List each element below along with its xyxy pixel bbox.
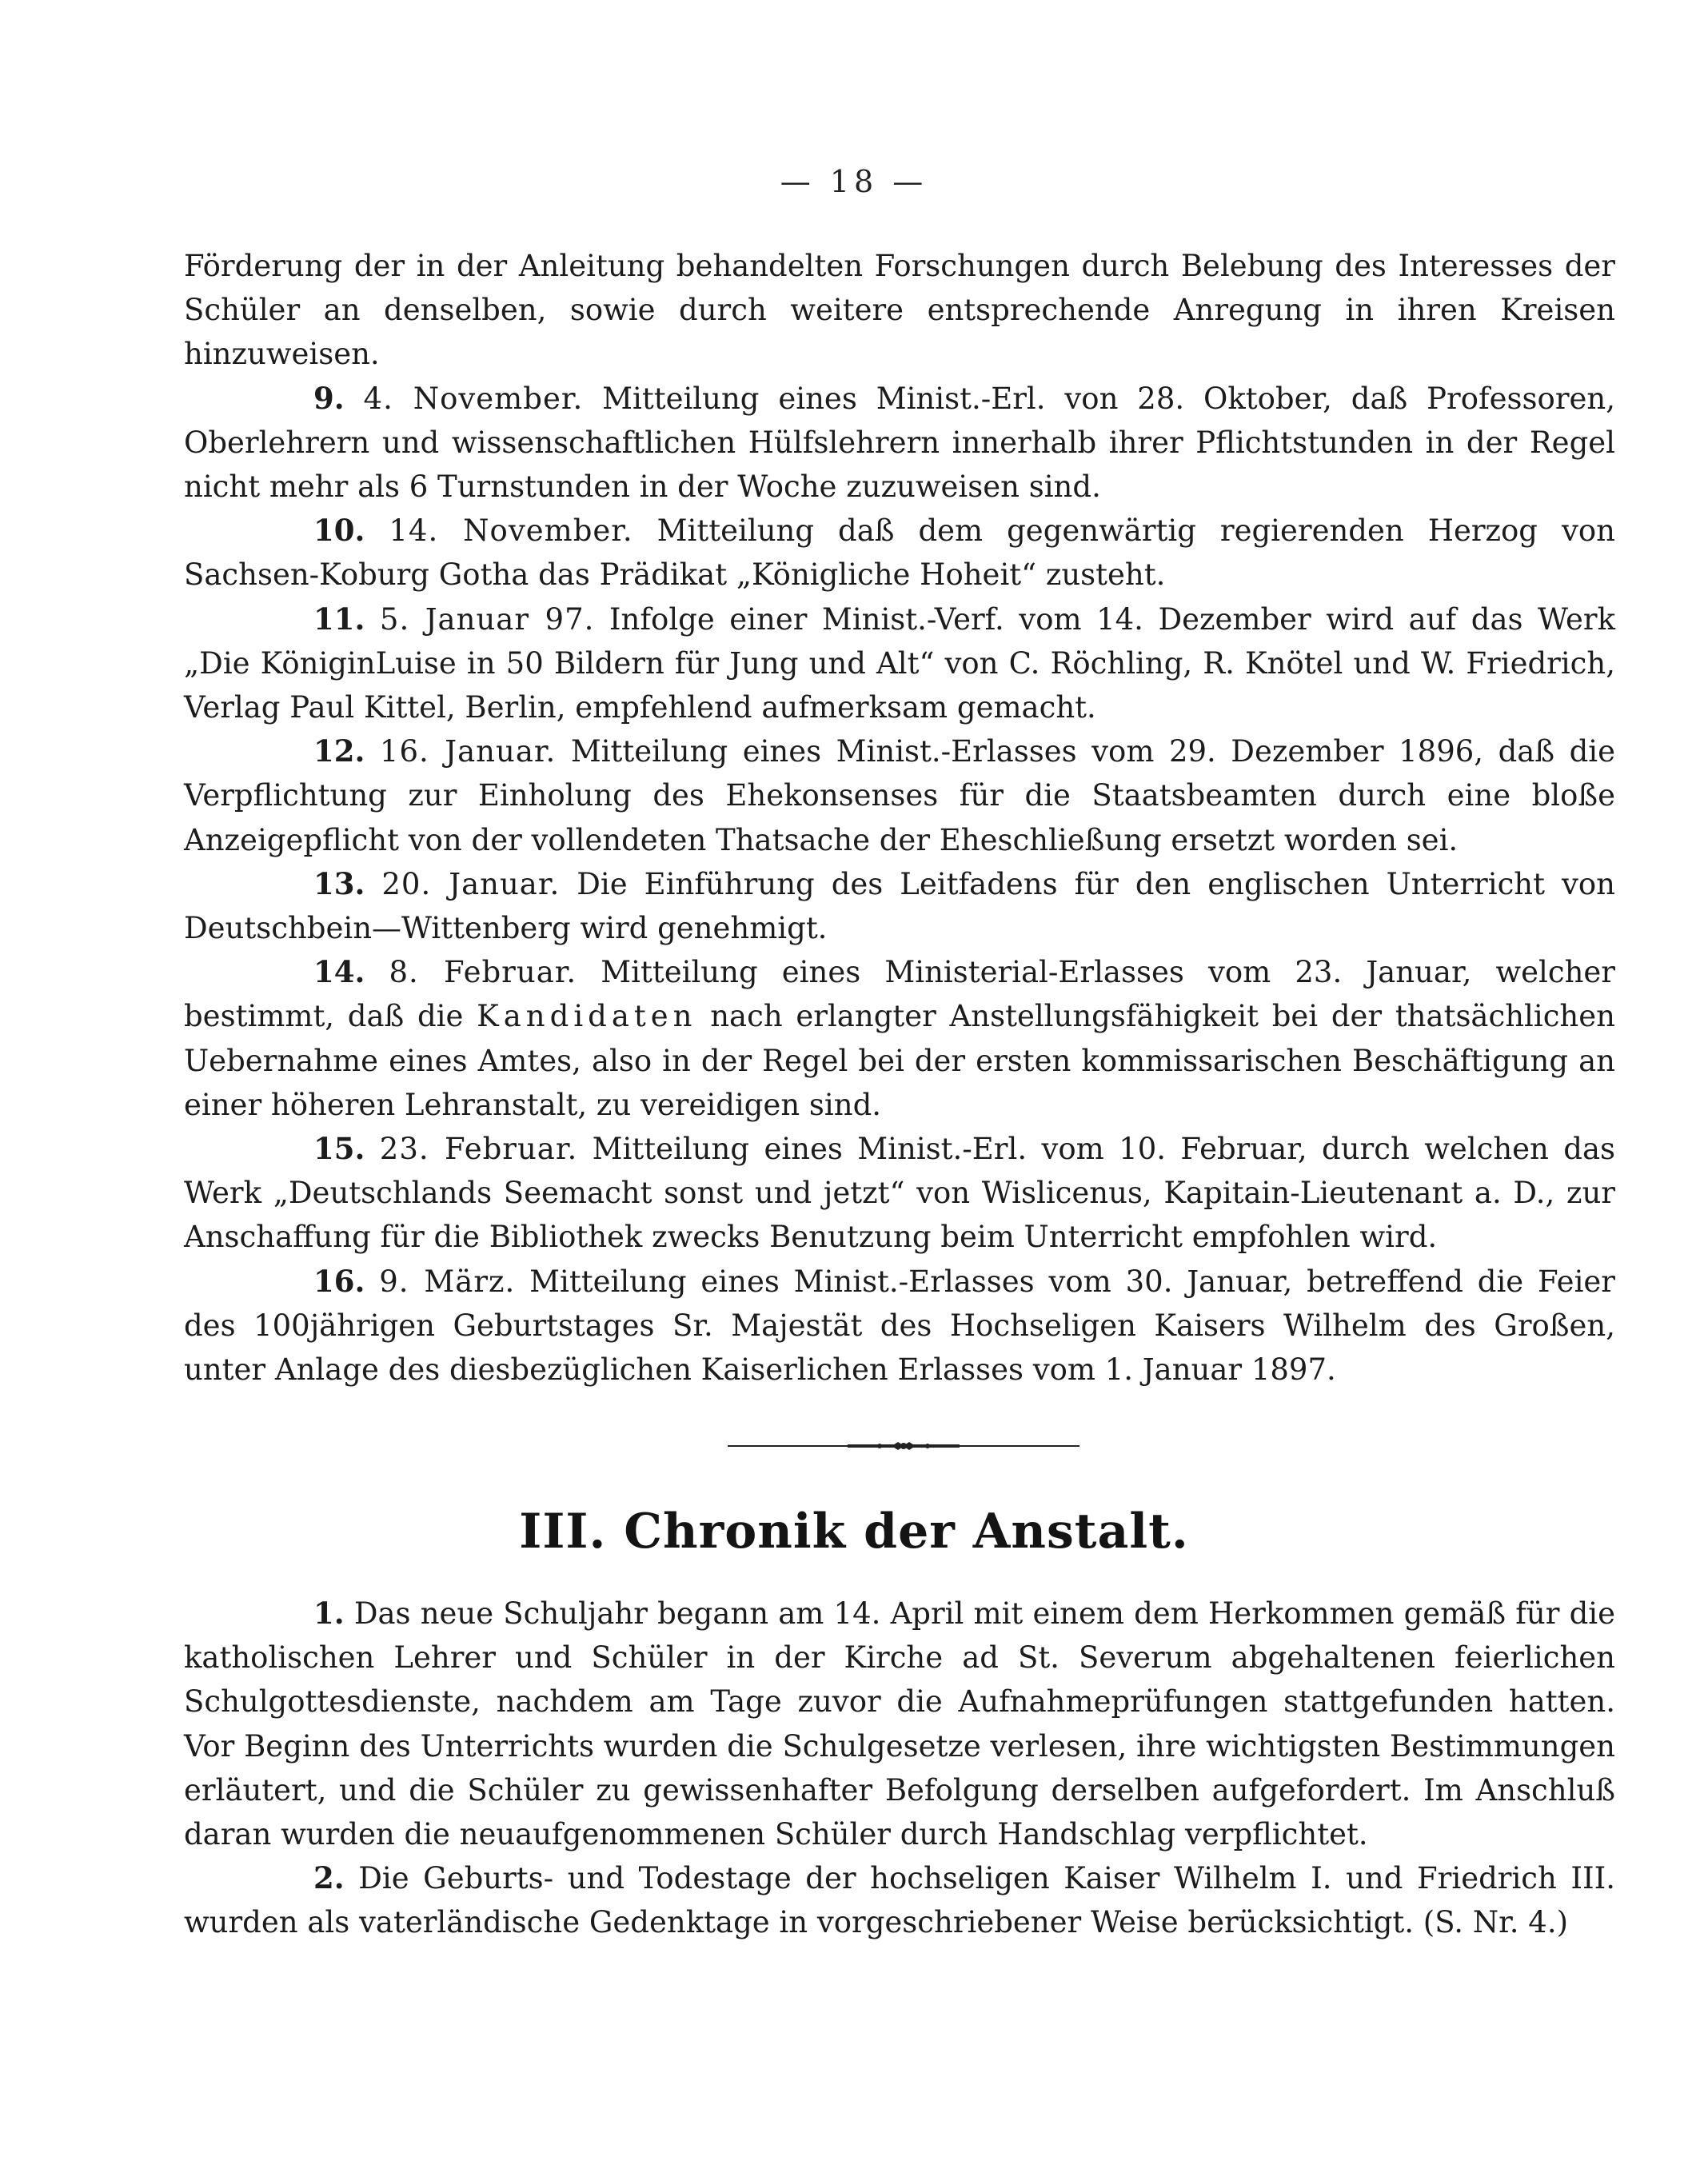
item-text-before: Mitteilung eines Ministerial-Erlasses vom 23. Januar, welcher bestimmt, daß die bbox=[184, 955, 1615, 1034]
item-date: 23. Februar. bbox=[379, 1132, 578, 1167]
list-item bbox=[184, 509, 1615, 597]
item-text: Infolge einer Minist.-Verf. vom 14. Dezember wird auf das Werk „Die KöniginLuise in 50 Bildern für Jung und Alt“ von C. Röchling, R. Knötel und W. Friedrich, Verlag Paul Kittel, Berlin, empfehlend aufmerksam gemacht. bbox=[184, 601, 1616, 725]
list-item bbox=[184, 1127, 1615, 1260]
item-date: 20. Januar. bbox=[381, 866, 561, 901]
ornamental-divider bbox=[728, 1440, 1079, 1452]
item-text: Mitteilung eines Minist.-Erlasses vom 29. Dezember 1896, daß die Verpflichtung zur Einholung des Ehekonsenses für die Staatsbeamten durch eine bloße Anzeigepflicht von der vollendeten Thatsache der Eheschließung ersetzt worden sei. bbox=[184, 734, 1615, 857]
list-item bbox=[184, 1260, 1615, 1392]
item-date: 4. November. bbox=[363, 381, 584, 416]
list-item bbox=[184, 1856, 1615, 1944]
list-item bbox=[184, 377, 1615, 509]
item-text-after: nach erlangter Anstellungsfähigkeit bei der thatsächlichen Uebernahme eines Amtes, also in der Regel bei der ersten kommissarischen Beschäftigung an einer höheren Lehranstalt, zu vereidigen sind. bbox=[184, 999, 1615, 1122]
list-item bbox=[184, 729, 1615, 862]
item-date: 14. November. bbox=[389, 513, 633, 549]
list-item bbox=[184, 862, 1615, 950]
item-spaced-word: Kandidaten bbox=[477, 999, 697, 1034]
item-date: 5. Januar 97. bbox=[379, 601, 595, 637]
item-number: 14. bbox=[313, 954, 365, 990]
page-number: — 18 — bbox=[780, 164, 928, 199]
item-text: Mitteilung eines Minist.-Erl. von 28. Oktober, daß Professoren, Oberlehrern und wissenschaftlichen Hülfslehrern innerhalb ihrer Pflichtstunden in der Regel nicht mehr als 6 Turnstunden in der Woche zuzuweisen sind. bbox=[184, 381, 1615, 505]
item-date: 9. März. bbox=[379, 1264, 516, 1299]
item-number: 11. bbox=[313, 601, 365, 637]
list-item bbox=[184, 950, 1615, 1127]
item-text: Mitteilung eines Minist.-Erl. vom 10. Februar, durch welchen das Werk „Deutschlands Seemacht sonst und jetzt“ von Wislicenus, Kapitain-Lieutenant a. D., zur Anschaffung für die Bibliothek zwecks Benutzung beim Unterricht empfohlen wird. bbox=[184, 1132, 1616, 1255]
continuation-paragraph: Förderung der in der Anleitung behandelten Forschungen durch Belebung des Interesses der Schüler an denselben, sowie durch weitere entsprechende Anregung in ihren Kreisen hinzuweisen. bbox=[184, 249, 1615, 372]
item-number: 16. bbox=[313, 1263, 365, 1299]
item-text: Das neue Schuljahr begann am 14. April mit einem dem Herkommen gemäß für die katholischen Lehrer und Schüler in der Kirche ad St. Severum abgehaltenen feierlichen Schulgottesdienste, nachdem am Tage zuvor die Aufnahmeprüfungen stattgefunden hatten. Vor Beginn des Unterrichts wurden die Schulgesetze verlesen, ihre wichtigsten Bestimmungen erläutert, und die Schüler zu gewissenhafter Befolgung derselben aufgefordert. Im Anschluß daran wurden die neuaufgenommenen Schüler durch Handschlag verpflichtet. bbox=[184, 1596, 1615, 1852]
announcements-list bbox=[184, 244, 1615, 1392]
chronicle-list bbox=[184, 1592, 1615, 1945]
item-number: 2. bbox=[313, 1860, 345, 1896]
item-number: 1. bbox=[313, 1596, 345, 1631]
list-item bbox=[184, 1592, 1615, 1856]
item-text: Die Geburts- und Todestage der hochseligen Kaiser Wilhelm I. und Friedrich III. wurden als vaterländische Gedenktage in vorgeschriebener Weise berücksichtigt. (S. Nr. 4.) bbox=[184, 1861, 1616, 1940]
item-number: 10. bbox=[313, 513, 365, 549]
item-date: 8. Februar. bbox=[389, 955, 577, 990]
item-text: Mitteilung eines Minist.-Erlasses vom 30. Januar, betreffend die Feier des 100jährigen Geburtstages Sr. Majestät des Hochseligen Kaisers Wilhelm des Großen, unter Anlage des diesbezüglichen Kaiserlichen Erlasses vom 1. Januar 1897. bbox=[184, 1264, 1615, 1388]
item-text: Mitteilung daß dem gegenwärtig regierenden Herzog von Sachsen-Koburg Gotha das Prädikat „Königliche Hoheit“ zusteht. bbox=[184, 513, 1615, 593]
item-text: Die Einführung des Leitfadens für den englischen Unterricht von Deutschbein—Wittenberg wird genehmigt. bbox=[184, 866, 1616, 946]
list-item bbox=[184, 597, 1615, 730]
item-date: 16. Januar. bbox=[379, 734, 557, 769]
section-heading: III. Chronik der Anstalt. bbox=[519, 1504, 1189, 1560]
item-number: 9. bbox=[313, 380, 345, 416]
item-number: 15. bbox=[313, 1131, 365, 1167]
item-number: 12. bbox=[313, 733, 365, 769]
item-number: 13. bbox=[313, 865, 365, 901]
